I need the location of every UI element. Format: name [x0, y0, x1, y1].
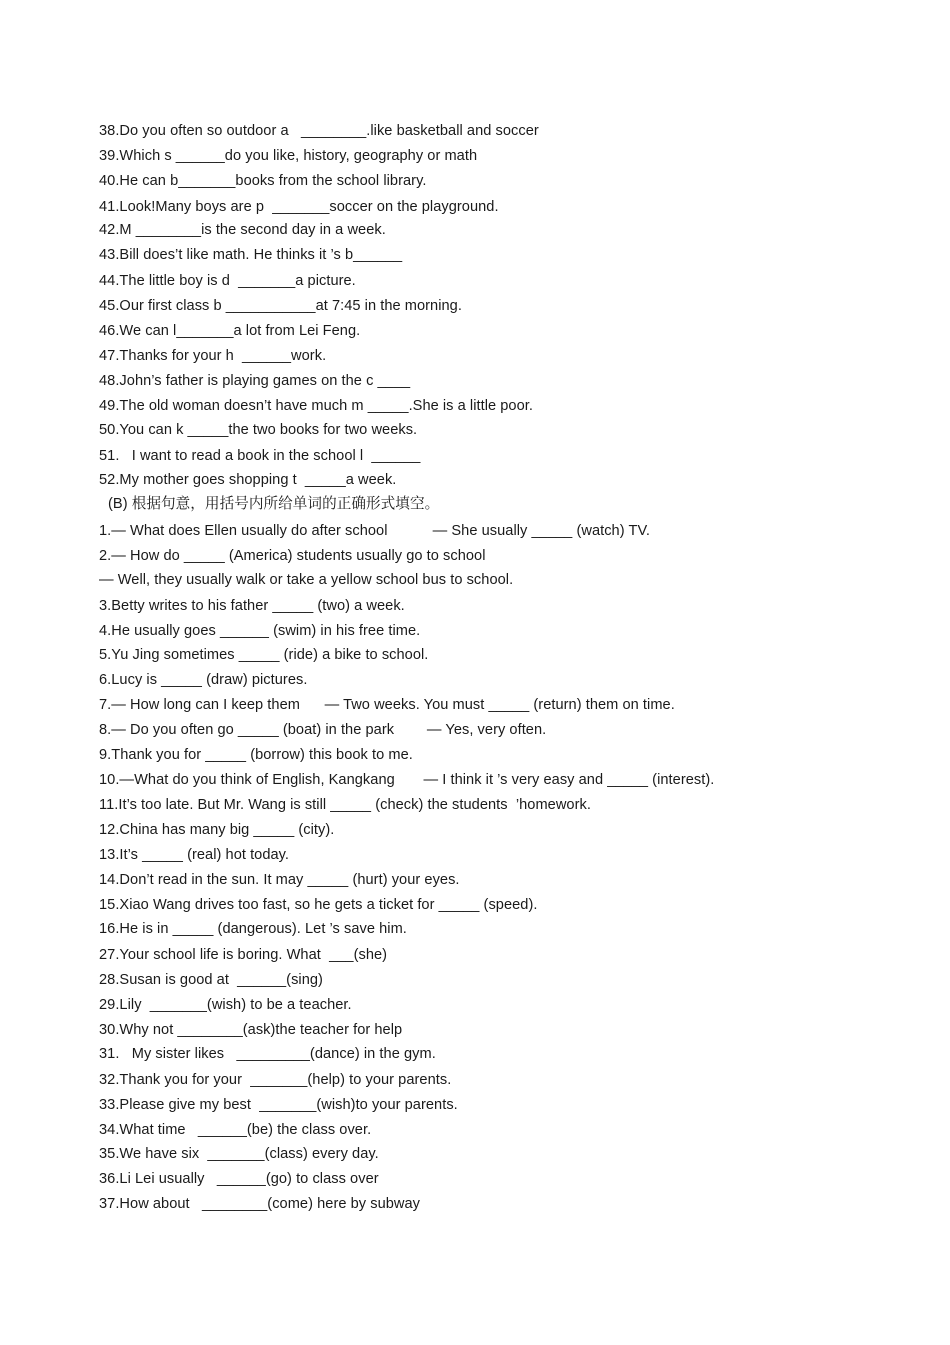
question-44: 44.The little boy is d _______a picture. [99, 273, 356, 289]
question-46: 46.We can l_______a lot from Lei Feng. [99, 323, 361, 339]
question-b5: 5.Yu Jing sometimes _____ (ride) a bike to school. [99, 647, 429, 663]
question-43: 43.Bill does’t like math. He thinks it ’s b______ [99, 247, 403, 263]
question-b12: 12.China has many big _____ (city). [99, 822, 335, 838]
question-47: 47.Thanks for your h ______work. [99, 348, 327, 364]
question-40: 40.He can b_______books from the school library. [99, 173, 427, 189]
question-38: 38.Do you often so outdoor a ________.like basketball and soccer [99, 123, 539, 139]
question-b9: 9.Thank you for _____ (borrow) this book to me. [99, 747, 413, 763]
question-b16: 16.He is in _____ (dangerous). Let ’s save him. [99, 921, 407, 937]
question-b27: 27.Your school life is boring. What ___(she) [99, 947, 388, 963]
question-51: 51. I want to read a book in the school l ______ [99, 448, 421, 464]
question-b36: 36.Li Lei usually ______(go) to class over [99, 1171, 379, 1187]
question-b32: 32.Thank you for your _______(help) to your parents. [99, 1072, 452, 1088]
question-b30: 30.Why not ________(ask)the teacher for help [99, 1022, 403, 1038]
question-b35: 35.We have six _______(class) every day. [99, 1146, 379, 1162]
question-b2: 2.— How do _____ (America) students usually go to school [99, 548, 486, 564]
question-48: 48.John’s father is playing games on the c ____ [99, 373, 411, 389]
question-b3: 3.Betty writes to his father _____ (two) a week. [99, 598, 405, 614]
question-b6: 6.Lucy is _____ (draw) pictures. [99, 672, 308, 688]
question-b15: 15.Xiao Wang drives too fast, so he gets a ticket for _____ (speed). [99, 897, 538, 913]
question-b13: 13.It’s _____ (real) hot today. [99, 847, 290, 863]
question-b10: 10.—What do you think of English, Kangkang — I think it ’s very easy and _____ (interest). [99, 772, 715, 788]
question-b14: 14.Don’t read in the sun. It may _____ (hurt) your eyes. [99, 872, 460, 888]
question-b31: 31. My sister likes _________(dance) in the gym. [99, 1046, 436, 1062]
question-b1: 1.— What does Ellen usually do after school — She usually _____ (watch) TV. [99, 523, 650, 539]
question-b2-answer: — Well, they usually walk or take a yellow school bus to school. [99, 572, 514, 588]
question-b29: 29.Lily _______(wish) to be a teacher. [99, 997, 352, 1013]
question-b33: 33.Please give my best _______(wish)to your parents. [99, 1097, 458, 1113]
question-42: 42.M ________is the second day in a week. [99, 222, 386, 238]
question-52: 52.My mother goes shopping t _____a week. [99, 472, 397, 488]
question-45: 45.Our first class b ___________at 7:45 in the morning. [99, 298, 462, 314]
question-b7: 7.— How long can I keep them — Two weeks. You must _____ (return) them on time. [99, 697, 675, 713]
question-b34: 34.What time ______(be) the class over. [99, 1122, 372, 1138]
question-49: 49.The old woman doesn’t have much m _____.She is a little poor. [99, 398, 533, 414]
question-b37: 37.How about ________(come) here by subway [99, 1196, 421, 1212]
question-b4: 4.He usually goes ______ (swim) in his free time. [99, 623, 421, 639]
question-41: 41.Look!Many boys are p _______soccer on the playground. [99, 199, 499, 215]
section-b-heading: (B) 根据句意，用括号内所给单词的正确形式填空。 [108, 496, 440, 512]
question-39: 39.Which s ______do you like, history, geography or math [99, 148, 478, 164]
question-b11: 11.It’s too late. But Mr. Wang is still _____ (check) the students ’homework. [99, 797, 591, 813]
question-b8: 8.— Do you often go _____ (boat) in the park — Yes, very often. [99, 722, 547, 738]
question-50: 50.You can k _____the two books for two weeks. [99, 422, 418, 438]
question-b28: 28.Susan is good at ______(sing) [99, 972, 323, 988]
